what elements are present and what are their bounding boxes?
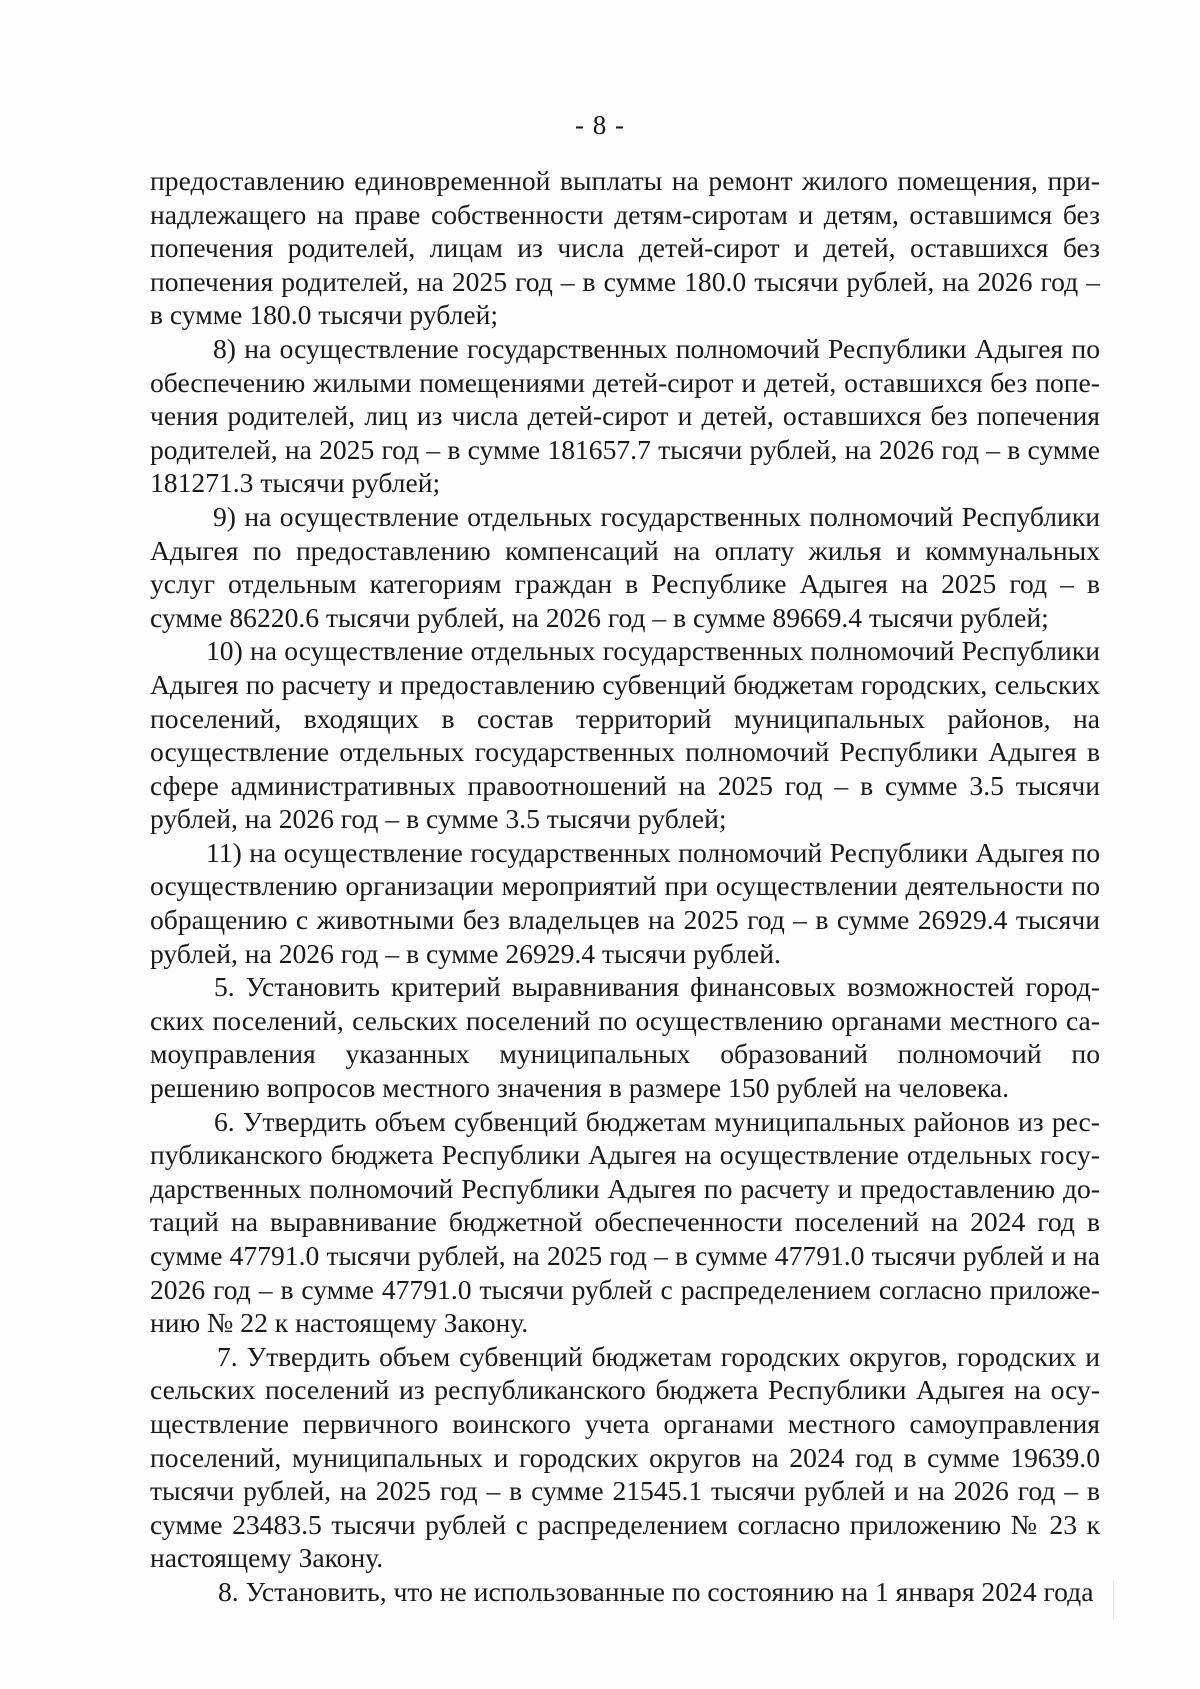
paragraph-item-8: 8. Установить, что не использованные по состоянию на 1 января 2024 года (218, 1575, 1094, 1607)
paragraph-item-7: 7. Утвердить объем субвенций бюджетам городских округов, городских и сельских поселений из республиканского бюджета Республики Адыгея на осуществление первичного воинского учета органами местного самоуправления поселений, муниципальных и городских округов на 2024 год в сумме 19639.0 тысячи рублей, на 2025 год – в сумме 21545.1 тысячи рублей и на 2026 год – в сумме 23483.5 тысячи рублей с распределением согласно приложению № 23 к настоящему Закону. (150, 1340, 1100, 1574)
paragraph-subitem-8: 8) на осуществление государственных полномочий Республики Адыгея по обеспечению жилыми помещениями детей-сирот и детей, оставшихся без попечения родителей, лиц из числа детей-сирот и детей, оставшихся без попечения родителей, на 2025 год – в сумме 181657.7 тысячи рублей, на 2026 год – в сумме 181271.3 тысячи рублей; (150, 332, 1100, 499)
paragraph-subitem-10: 10) на осуществление отдельных государственных полномочий Республики Адыгея по расчету и предоставлению субвенций бюджетам городских, сельских поселений, входящих в состав территорий муниципальных районов, на осуществление отдельных государственных полномочий Республики Адыгея в сфере административных правоотношений на 2025 год – в сумме 3.5 тысячи рублей, на 2026 год – в сумме 3.5 тысячи рублей; (150, 635, 1100, 835)
scan-edge-mark (1113, 1580, 1114, 1620)
paragraph-continuation: предоставлению единовременной выплаты на ремонт жилого помещения, принадлежащего на праве собственности детям-сиротам и детям, оставшимся без попечения родителей, лицам из числа детей-сирот и детей, оставшихся без попечения родителей, на 2025 год – в сумме 180.0 тысячи рублей, на 2026 год – в сумме 180.0 тысячи рублей; (150, 165, 1100, 331)
paragraph-subitem-9: 9) на осуществление отдельных государственных полномочий Республики Адыгея по предоставлению компенсаций на оплату жилья и коммунальных услуг отдельным категориям граждан в Республике Адыгея на 2025 год – в сумме 86220.6 тысячи рублей, на 2026 год – в сумме 89669.4 тысячи рублей; (150, 500, 1100, 633)
page-number: - 8 - (575, 110, 625, 140)
paragraph-subitem-11: 11) на осуществление государственных полномочий Республики Адыгея по осуществлению организации мероприятий при осуществлении деятельности по обращению с животными без владельцев на 2025 год – в сумме 26929.4 тысячи рублей, на 2026 год – в сумме 26929.4 тысячи рублей. (150, 836, 1100, 969)
paragraph-item-6: 6. Утвердить объем субвенций бюджетам муниципальных районов из республиканского бюджета Республики Адыгея на осуществление отдельных государственных полномочий Республики Адыгея по расчету и предоставлению дотаций на выравнивание бюджетной обеспеченности поселений на 2024 год в сумме 47791.0 тысячи рублей, на 2025 год – в сумме 47791.0 тысячи рублей и на 2026 год – в сумме 47791.0 тысячи рублей с распределением согласно приложению № 22 к настоящему Закону. (150, 1105, 1100, 1339)
document-body (150, 164, 1100, 1609)
paragraph-item-5: 5. Установить критерий выравнивания финансовых возможностей городских поселений, сельских поселений по осуществлению органами местного самоуправления указанных муниципальных образований полномочий по решению вопросов местного значения в размере 150 рублей на человека. (150, 971, 1100, 1104)
